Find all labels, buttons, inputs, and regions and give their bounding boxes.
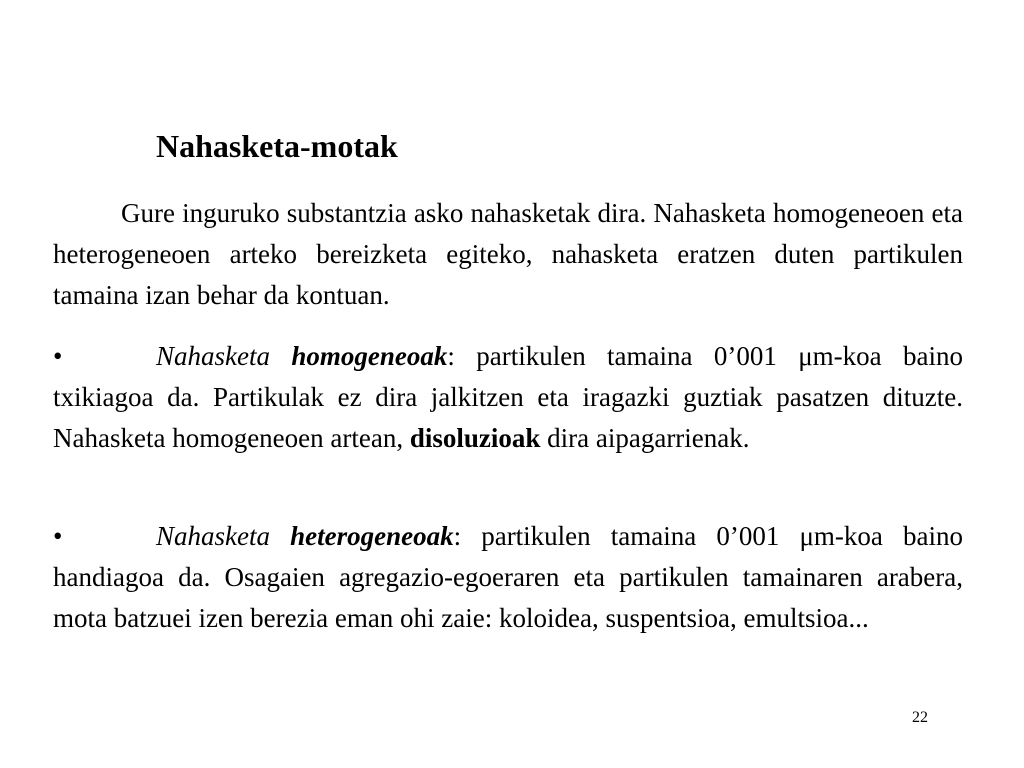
term-bold-italic: homogeneoak	[291, 341, 448, 371]
intro-paragraph: Gure inguruko substantzia asko nahasketak dira. Nahasketa homogeneoen eta heterogeneoen arteko bereizketa egiteko, nahasketa eratzen duten partikulen tamaina izan behar da kontuan.	[53, 198, 963, 310]
slide-title: Nahasketa-motak	[156, 128, 398, 164]
bullet-text-end: dira aipagarrienak.	[540, 423, 750, 453]
bullet-heterogeneous	[53, 516, 963, 639]
bullet-text: : partikulen tamaina 0’001 μm-koa baino handiagoa da. Osagaien agregazio-egoeraren eta partikulen tamainaren arabera, mota batzuei izen berezia eman ohi zaie: koloidea, suspentsioa, emultsioa...	[53, 521, 963, 633]
bullet-text: : partikulen tamaina 0’001 μm-koa baino txikiagoa da. Partikulak ez dira jalkitzen eta iragazki guztiak pasatzen dituzte. Nahasketa homogeneoen artean,	[53, 341, 963, 453]
term-italic: Nahasketa	[156, 341, 270, 371]
bold-term: disoluzioak	[409, 423, 541, 453]
bullet-marker: •	[53, 341, 63, 371]
term-italic: Nahasketa	[156, 521, 270, 551]
bullet-marker: •	[53, 521, 63, 551]
page-number: 22	[912, 709, 928, 726]
bullet-homogeneous	[53, 336, 963, 459]
term-bold-italic: heterogeneoak	[290, 521, 454, 551]
